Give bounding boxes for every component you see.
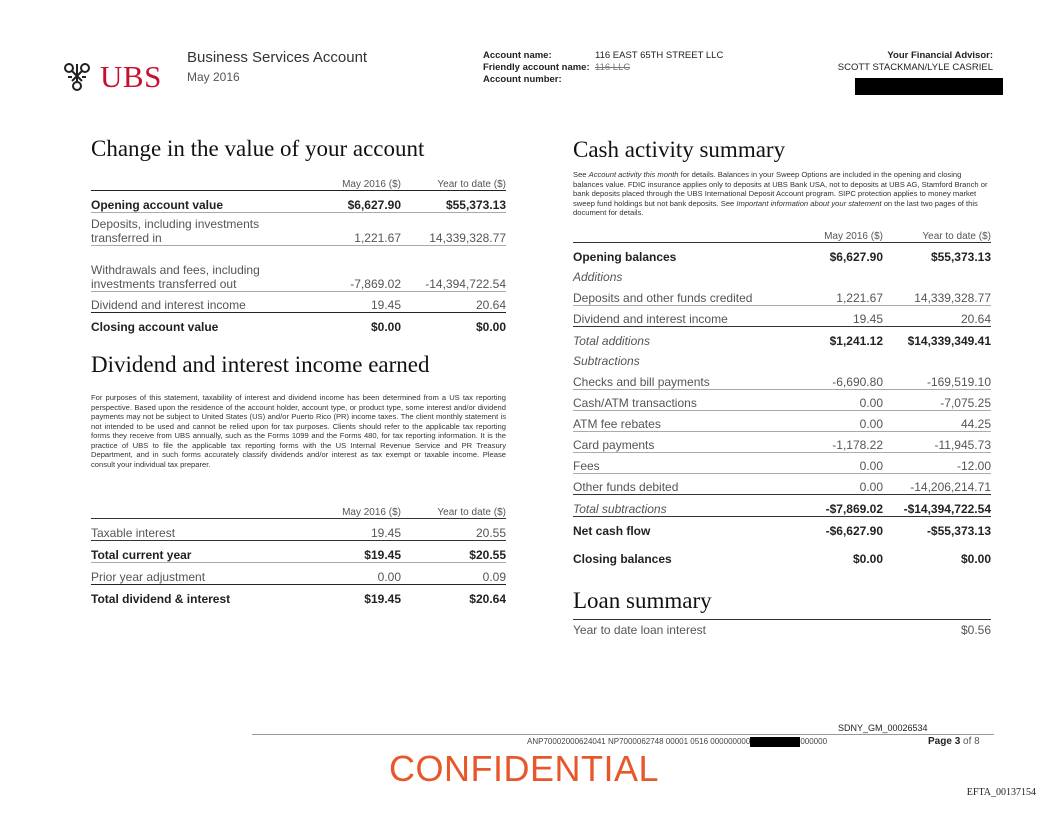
table-row: Total additions $1,241.12 $14,339,349.41: [573, 326, 991, 348]
bates-number: SDNY_GM_00026534: [838, 723, 928, 733]
table-row: Dividend and interest income 19.45 20.64: [573, 305, 991, 326]
cash-col-ytd: Year to date ($): [922, 230, 991, 242]
dividend-table: [91, 498, 506, 606]
table-row: Total subtractions -$7,869.02 -$14,394,722.54: [573, 494, 991, 516]
page-number: Page 3 of 8: [928, 736, 980, 747]
account-name-label: Account name:: [483, 50, 552, 61]
table-row: Other funds debited 0.00 -14,206,214.71: [573, 473, 991, 494]
table-row: Net cash flow -$6,627.90 -$55,373.13: [573, 516, 991, 538]
cash-note: See Account activity this month for details. Balances in your Sweep Options are included in the opening and closing balances value. FDIC insurance applies only to deposits at UBS Bank USA, not to deposits at UBS AG, Stamford Branch or bank deposits placed through the UBS International Deposit Account program. SIPC protection applies to money market sweep fund holdings but not bank deposits. See Important information about your statement on the last two pages of this document for details.: [573, 170, 988, 217]
account-name-value: 116 EAST 65TH STREET LLC: [595, 50, 724, 61]
friendly-name-value: 116 LLC: [595, 62, 631, 73]
table-row: Deposits, including investments transferred in 1,221.67 14,339,328.77: [91, 212, 506, 245]
table-row: Taxable interest 19.45 20.55: [91, 518, 506, 540]
account-number-label: Account number:: [483, 74, 562, 85]
table-row: Opening balances $6,627.90 $55,373.13: [573, 242, 991, 264]
account-info: [483, 50, 723, 86]
cash-section-title: Cash activity summary: [573, 137, 786, 162]
table-row: Fees 0.00 -12.00: [573, 452, 991, 473]
table-row: Checks and bill payments -6,690.80 -169,519.10: [573, 374, 991, 389]
ubs-logo: [60, 58, 162, 94]
cash-col-month: May 2016 ($): [824, 230, 883, 242]
table-row: Cash/ATM transactions 0.00 -7,075.25: [573, 389, 991, 410]
efta-number: EFTA_00137154: [966, 787, 1036, 798]
table-row: Withdrawals and fees, including investments transferred out -7,869.02 -14,394,722.54: [91, 245, 506, 291]
table-row: Prior year adjustment 0.00 0.09: [91, 562, 506, 584]
loan-row: [573, 619, 991, 640]
change-col-ytd: Year to date ($): [437, 178, 506, 190]
table-row: Total dividend & interest $19.45 $20.64: [91, 584, 506, 606]
confidential-stamp: CONFIDENTIAL: [389, 748, 660, 789]
redaction-bar: [855, 78, 1003, 95]
advisor-value: SCOTT STACKMAN/LYLE CASRIEL: [837, 62, 993, 73]
friendly-name-label: Friendly account name:: [483, 62, 590, 73]
loan-label: Year to date loan interest: [573, 623, 706, 637]
footer-divider: [252, 734, 994, 735]
ubs-logo-text: UBS: [100, 58, 162, 94]
dividend-col-month: May 2016 ($): [342, 506, 401, 518]
ubs-keys-icon: [60, 60, 94, 92]
table-row: Card payments -1,178.22 -11,945.73: [573, 431, 991, 452]
cash-table: [573, 223, 991, 566]
additions-label: Additions: [573, 270, 623, 284]
table-row: Deposits and other funds credited 1,221.67 14,339,328.77: [573, 290, 991, 305]
table-row: Closing account value $0.00 $0.00: [91, 312, 506, 334]
dividend-col-ytd: Year to date ($): [437, 506, 506, 518]
loan-section-title: Loan summary: [573, 588, 712, 613]
table-row: Closing balances $0.00 $0.00: [573, 552, 991, 566]
loan-value: $0.56: [960, 623, 991, 637]
table-row: Opening account value $6,627.90 $55,373.13: [91, 190, 506, 212]
table-row: ATM fee rebates 0.00 44.25: [573, 410, 991, 431]
dividend-section-title: Dividend and interest income earned: [91, 352, 430, 377]
subtractions-label: Subtractions: [573, 354, 640, 368]
redaction-bar: [750, 737, 800, 747]
dividend-note: For purposes of this statement, taxability of interest and dividend income has been determined from a US tax reporting perspective. Based upon the residence of the account holder, account type, or product type, some interest and/or dividend payments may not be subject to United States (US) and/or Puerto Rico (PR) income taxes. The client monthly statement is not intended to be used and cannot be relied upon for tax purposes. Clients should refer to the applicable tax reporting forms they receive from UBS annually, such as the Forms 1099 and the Forms 480, for tax reporting information. It is the practice of UBS to file the applicable tax reporting forms with the US Internal Revenue Service and PR Treasury Department, and in such forms accurately classify dividends and/or interest as tax exempt or taxable income. Please consult your individual tax preparer.: [91, 393, 506, 469]
change-table: [91, 168, 506, 334]
statement-period: May 2016: [187, 70, 240, 84]
table-row: Dividend and interest income 19.45 20.64: [91, 291, 506, 312]
advisor-label: Your Financial Advisor:: [887, 50, 993, 61]
table-row: Total current year $19.45 $20.55: [91, 540, 506, 562]
statement-title: Business Services Account: [187, 49, 368, 66]
financial-advisor: [838, 50, 993, 74]
change-section-title: Change in the value of your account: [91, 136, 425, 161]
document-code: ANP70002000624041 NP7000062748 00001 0516 000000000 000000: [527, 737, 828, 747]
change-col-month: May 2016 ($): [342, 178, 401, 190]
